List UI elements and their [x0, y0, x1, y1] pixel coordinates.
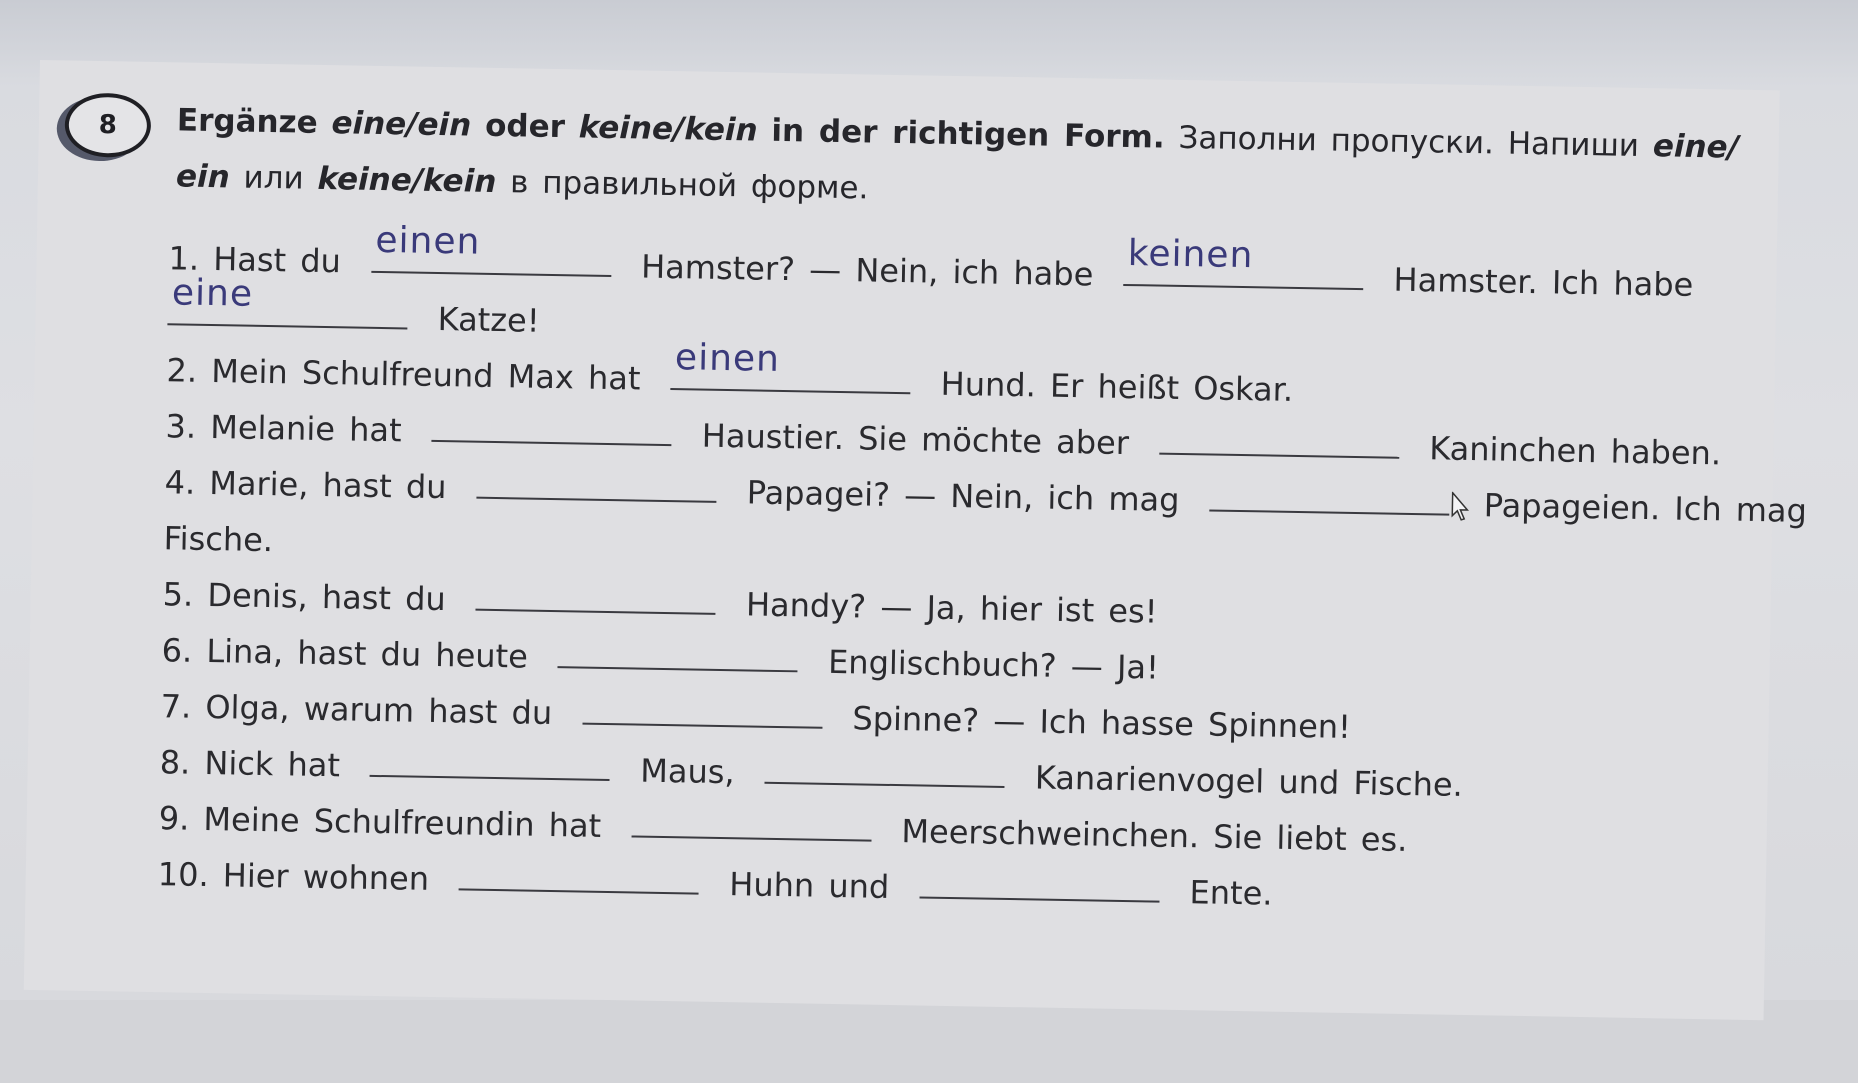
- item-text: Mein Schulfreund Max hat: [210, 352, 641, 398]
- handwritten-answer: eine: [171, 272, 254, 315]
- item-text: Englischbuch? — Ja!: [827, 642, 1160, 687]
- item-number: 3.: [165, 407, 197, 446]
- item-text: Papagei? — Nein, ich mag: [746, 473, 1180, 519]
- item-number: 1.: [168, 239, 200, 278]
- item-number: 10.: [157, 855, 210, 895]
- item-text: Olga, warum hast du: [205, 687, 553, 733]
- item-number: 6.: [161, 631, 193, 670]
- item-text: Spinne? — Ich hasse Spinnen!: [852, 699, 1352, 746]
- item-text: Hier wohnen: [222, 856, 430, 898]
- instruction-text: keine/kein: [578, 109, 758, 149]
- instruction-text: oder: [484, 107, 566, 146]
- handwritten-answer: keinen: [1127, 233, 1254, 277]
- answer-blank[interactable]: [476, 463, 717, 503]
- answer-blank[interactable]: [670, 337, 911, 394]
- item-number: 4.: [164, 463, 196, 502]
- item-text: Papageien. Ich mag: [1483, 486, 1808, 530]
- answer-blank[interactable]: [1159, 419, 1400, 459]
- answer-blank[interactable]: [476, 575, 717, 615]
- item-text: Katze!: [437, 299, 540, 340]
- item-number: 8.: [159, 743, 191, 782]
- instruction-text-ru: Заполни пропуски. Напиши: [1178, 119, 1640, 164]
- item-text: Meerschweinchen. Sie liebt es.: [901, 812, 1408, 859]
- item-text: Fische.: [163, 519, 274, 560]
- answer-blank[interactable]: [370, 741, 611, 781]
- item-text: Melanie hat: [209, 408, 402, 450]
- item-text: Kanarienvogel und Fische.: [1034, 758, 1464, 804]
- handwritten-answer: einen: [674, 337, 781, 380]
- answer-blank[interactable]: [765, 748, 1006, 788]
- instruction-text: ein: [175, 158, 231, 196]
- item-number: 5.: [162, 575, 194, 614]
- item-text: Haustier. Sie möchte aber: [701, 416, 1130, 463]
- item-text: Lina, hast du heute: [206, 631, 529, 676]
- instruction-text: eine/ein: [331, 105, 472, 144]
- answer-blank[interactable]: [1123, 233, 1364, 290]
- exercise-instructions: [176, 92, 1758, 232]
- item-text: Denis, hast du: [207, 576, 447, 619]
- item-text: Hamster? — Nein, ich habe: [640, 247, 1094, 294]
- item-text: Handy? — Ja, hier ist es!: [745, 585, 1158, 631]
- handwritten-answer: einen: [375, 219, 481, 263]
- item-text: Huhn und: [729, 865, 890, 906]
- item-text: Hast du: [212, 240, 342, 281]
- instruction-text-ru: в правильной форме.: [509, 164, 869, 207]
- answer-blank[interactable]: [432, 406, 673, 446]
- answer-blank[interactable]: [371, 219, 612, 277]
- exercise-list: [157, 219, 1808, 930]
- instruction-text: keine/kein: [317, 160, 497, 200]
- item-text: Nick hat: [204, 743, 341, 785]
- worksheet-page: [24, 60, 1808, 1020]
- answer-blank[interactable]: [1209, 475, 1450, 515]
- item-text: Hamster. Ich habe: [1393, 260, 1694, 304]
- item-text: Kaninchen haben.: [1428, 429, 1722, 473]
- instruction-text: Ergänze: [176, 102, 318, 141]
- item-number: 2.: [166, 351, 198, 390]
- answer-blank[interactable]: [582, 689, 823, 729]
- instruction-text: in der richtigen Form.: [771, 112, 1165, 156]
- answer-blank[interactable]: [459, 854, 700, 894]
- answer-blank[interactable]: [558, 632, 799, 672]
- exercise-number-badge: [64, 92, 151, 157]
- instruction-text-ru: или: [243, 159, 304, 197]
- item-text: Maus,: [639, 751, 735, 792]
- item-text: Meine Schulfreundin hat: [203, 799, 602, 845]
- item-number: 7.: [160, 687, 192, 726]
- exercise-number: 8: [98, 110, 118, 141]
- item-text: Hund. Er heißt Oskar.: [940, 364, 1294, 409]
- answer-blank[interactable]: [631, 801, 872, 841]
- instruction-text: eine/: [1652, 128, 1740, 166]
- item-text: Marie, hast du: [209, 464, 447, 507]
- item-number: 9.: [158, 799, 190, 838]
- answer-blank[interactable]: [919, 862, 1160, 902]
- mouse-pointer-icon: [1451, 492, 1470, 522]
- item-text: Ente.: [1189, 873, 1273, 913]
- answer-blank[interactable]: [167, 272, 408, 329]
